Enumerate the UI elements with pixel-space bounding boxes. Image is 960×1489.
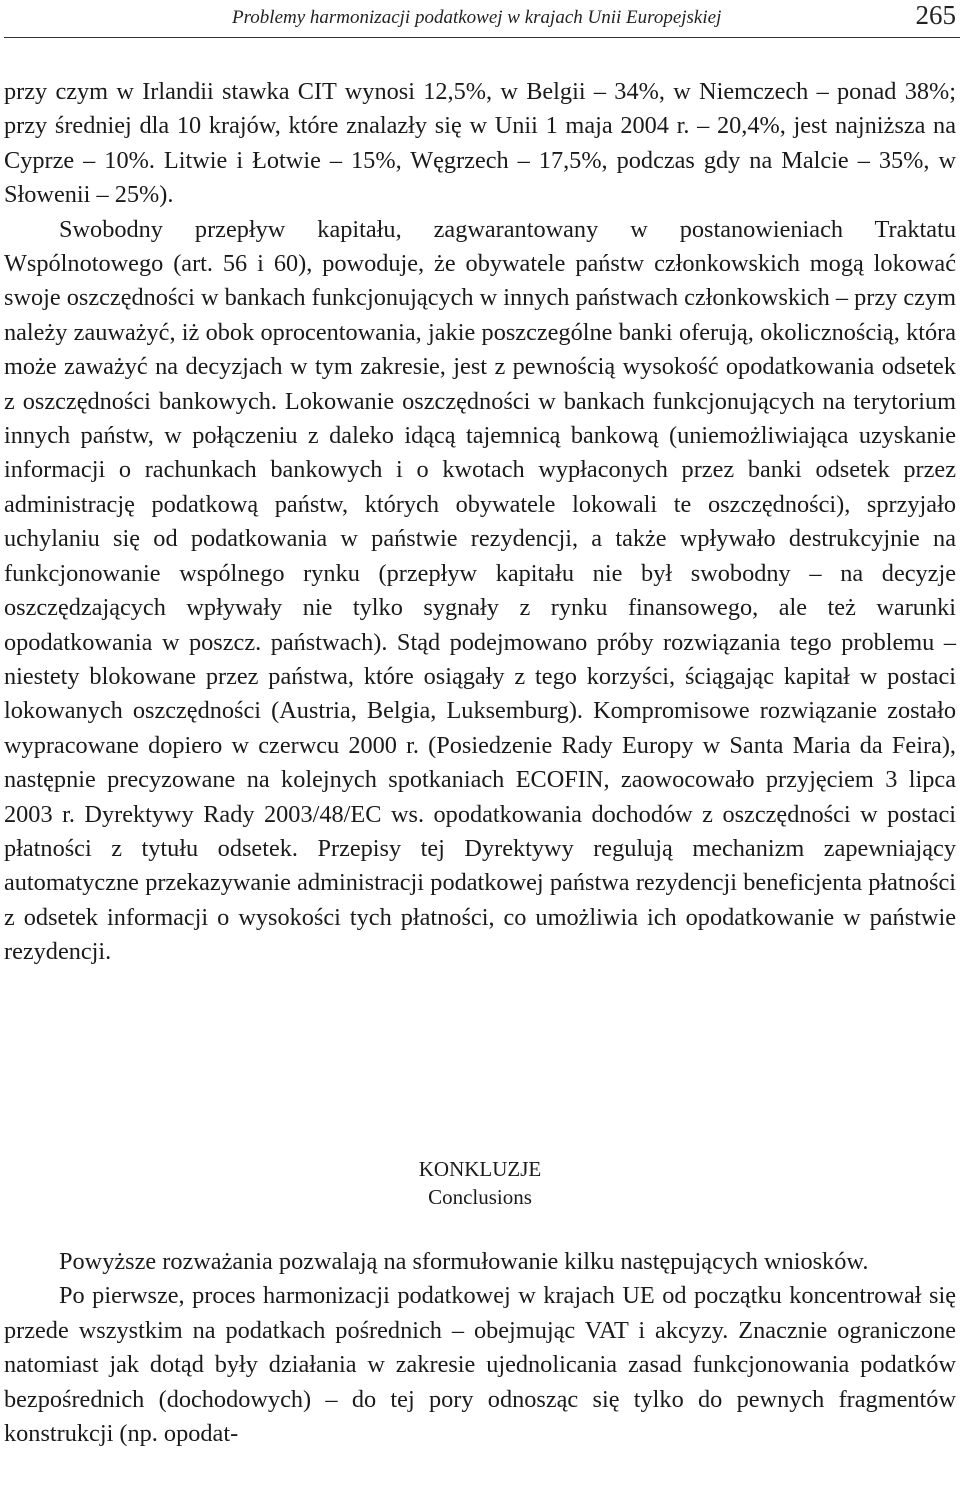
paragraph-capital-flow: Swobodny przepływ kapitału, zagwarantowany w postanowieniach Traktatu Wspólnotowego (art. 56 i 60), powoduje, że obywatele państw członkowskich mogą lokować swoje oszczędności w bankach funkcjonujących w innych państwach członkowskich – przy czym należy zauważyć, iż obok oprocentowania, jakie poszczególne banki oferują, okolicznością, która może zaważyć na decyzjach w tym zakresie, jest z pewnością wysokość opodatkowania odsetek z oszczędności bankowych. Lokowanie oszczędności w bankach funkcjonujących na terytorium innych państw, w połączeniu z daleko idącą tajemnicą bankową (uniemożliwiająca uzyskanie informacji o rachunkach bankowych i o kwotach wypłaconych przez banki odsetek przez administrację podatkową państw, których obywatele lokowali te oszczędności), sprzyjało uchylaniu się od podatkowania w państwie rezydencji, a także wpływało destrukcyjnie na funkcjonowanie wspólnego rynku (przepływ kapitału nie był swobodny – na decyzje oszczędzających wpływały nie tylko sygnały z rynku finansowego, ale też warunki opodatkowania w poszcz. państwach). Stąd podejmowano próby rozwiązania tego problemu – niestety blokowane przez państwa, które osiągały z tego korzyści, ściągając kapitał w postaci lokowanych oszczędności (Austria, Belgia, Luksemburg). Kompromisowe rozwiązanie zostało wypracowane dopiero w czerwcu 2000 r. (Posiedzenie Rady Europy w Santa Maria da Feira), następnie precyzowane na kolejnych spotkaniach ECOFIN, zaowocowało przyjęciem 3 lipca 2003 r. Dyrektywy Rady 2003/48/EC ws. opodatkowania dochodów z oszczędności w postaci płatności z tytułu odsetek. Przepisy tej Dyrektywy regulują mechanizm zapewniający automatyczne przekazywanie administracji podatkowej państwa rezydencji beneficjenta płatności z odsetek informacji o wysokości tych płatności, co umożliwia ich opodatkowanie w państwie rezydencji. bbox=[4, 215, 956, 966]
paragraph-continuation: przy czym w Irlandii stawka CIT wynosi 12,5%, w Belgii – 34%, w Niemczech – ponad 38%; przy średniej dla 10 krajów, które znalazły się w Unii 1 maja 2004 r. – 20,4%, jest najniższa na Cyprze – 10%. Litwie i Łotwie – 15%, Węgrzech – 17,5%, podczas gdy na Malcie – 35%, w Słowenii – 25%). bbox=[4, 78, 956, 209]
paragraph-conclusions-first: Po pierwsze, proces harmonizacji podatkowej w krajach UE od początku koncentrował się przede wszystkim na podatkach pośrednich – obejmując VAT i akcyzy. Znacznie ograniczone natomiast jak dotąd były działania w zakresie ujednolicania zasad funkcjonowania podatków bezpośrednich (dochodowych) – do tej pory odnosząc się tylko do pewnych fragmentów konstrukcji (np. opodat- bbox=[4, 1282, 956, 1448]
page-number: 265 bbox=[915, 0, 956, 30]
header-rule bbox=[4, 37, 960, 38]
page-header bbox=[0, 0, 960, 40]
section-heading-en: Conclusions bbox=[428, 1185, 532, 1209]
section-heading-pl: KONKLUZJE bbox=[418, 1157, 542, 1181]
main-text bbox=[4, 75, 956, 970]
running-title: Problemy harmonizacji podatkowej w krajach Unii Europejskiej bbox=[232, 7, 722, 28]
paragraph-conclusions-intro: Powyższe rozważania pozwalają na sformułowanie kilku następujących wniosków. bbox=[59, 1248, 869, 1275]
conclusions-text bbox=[4, 1245, 956, 1451]
